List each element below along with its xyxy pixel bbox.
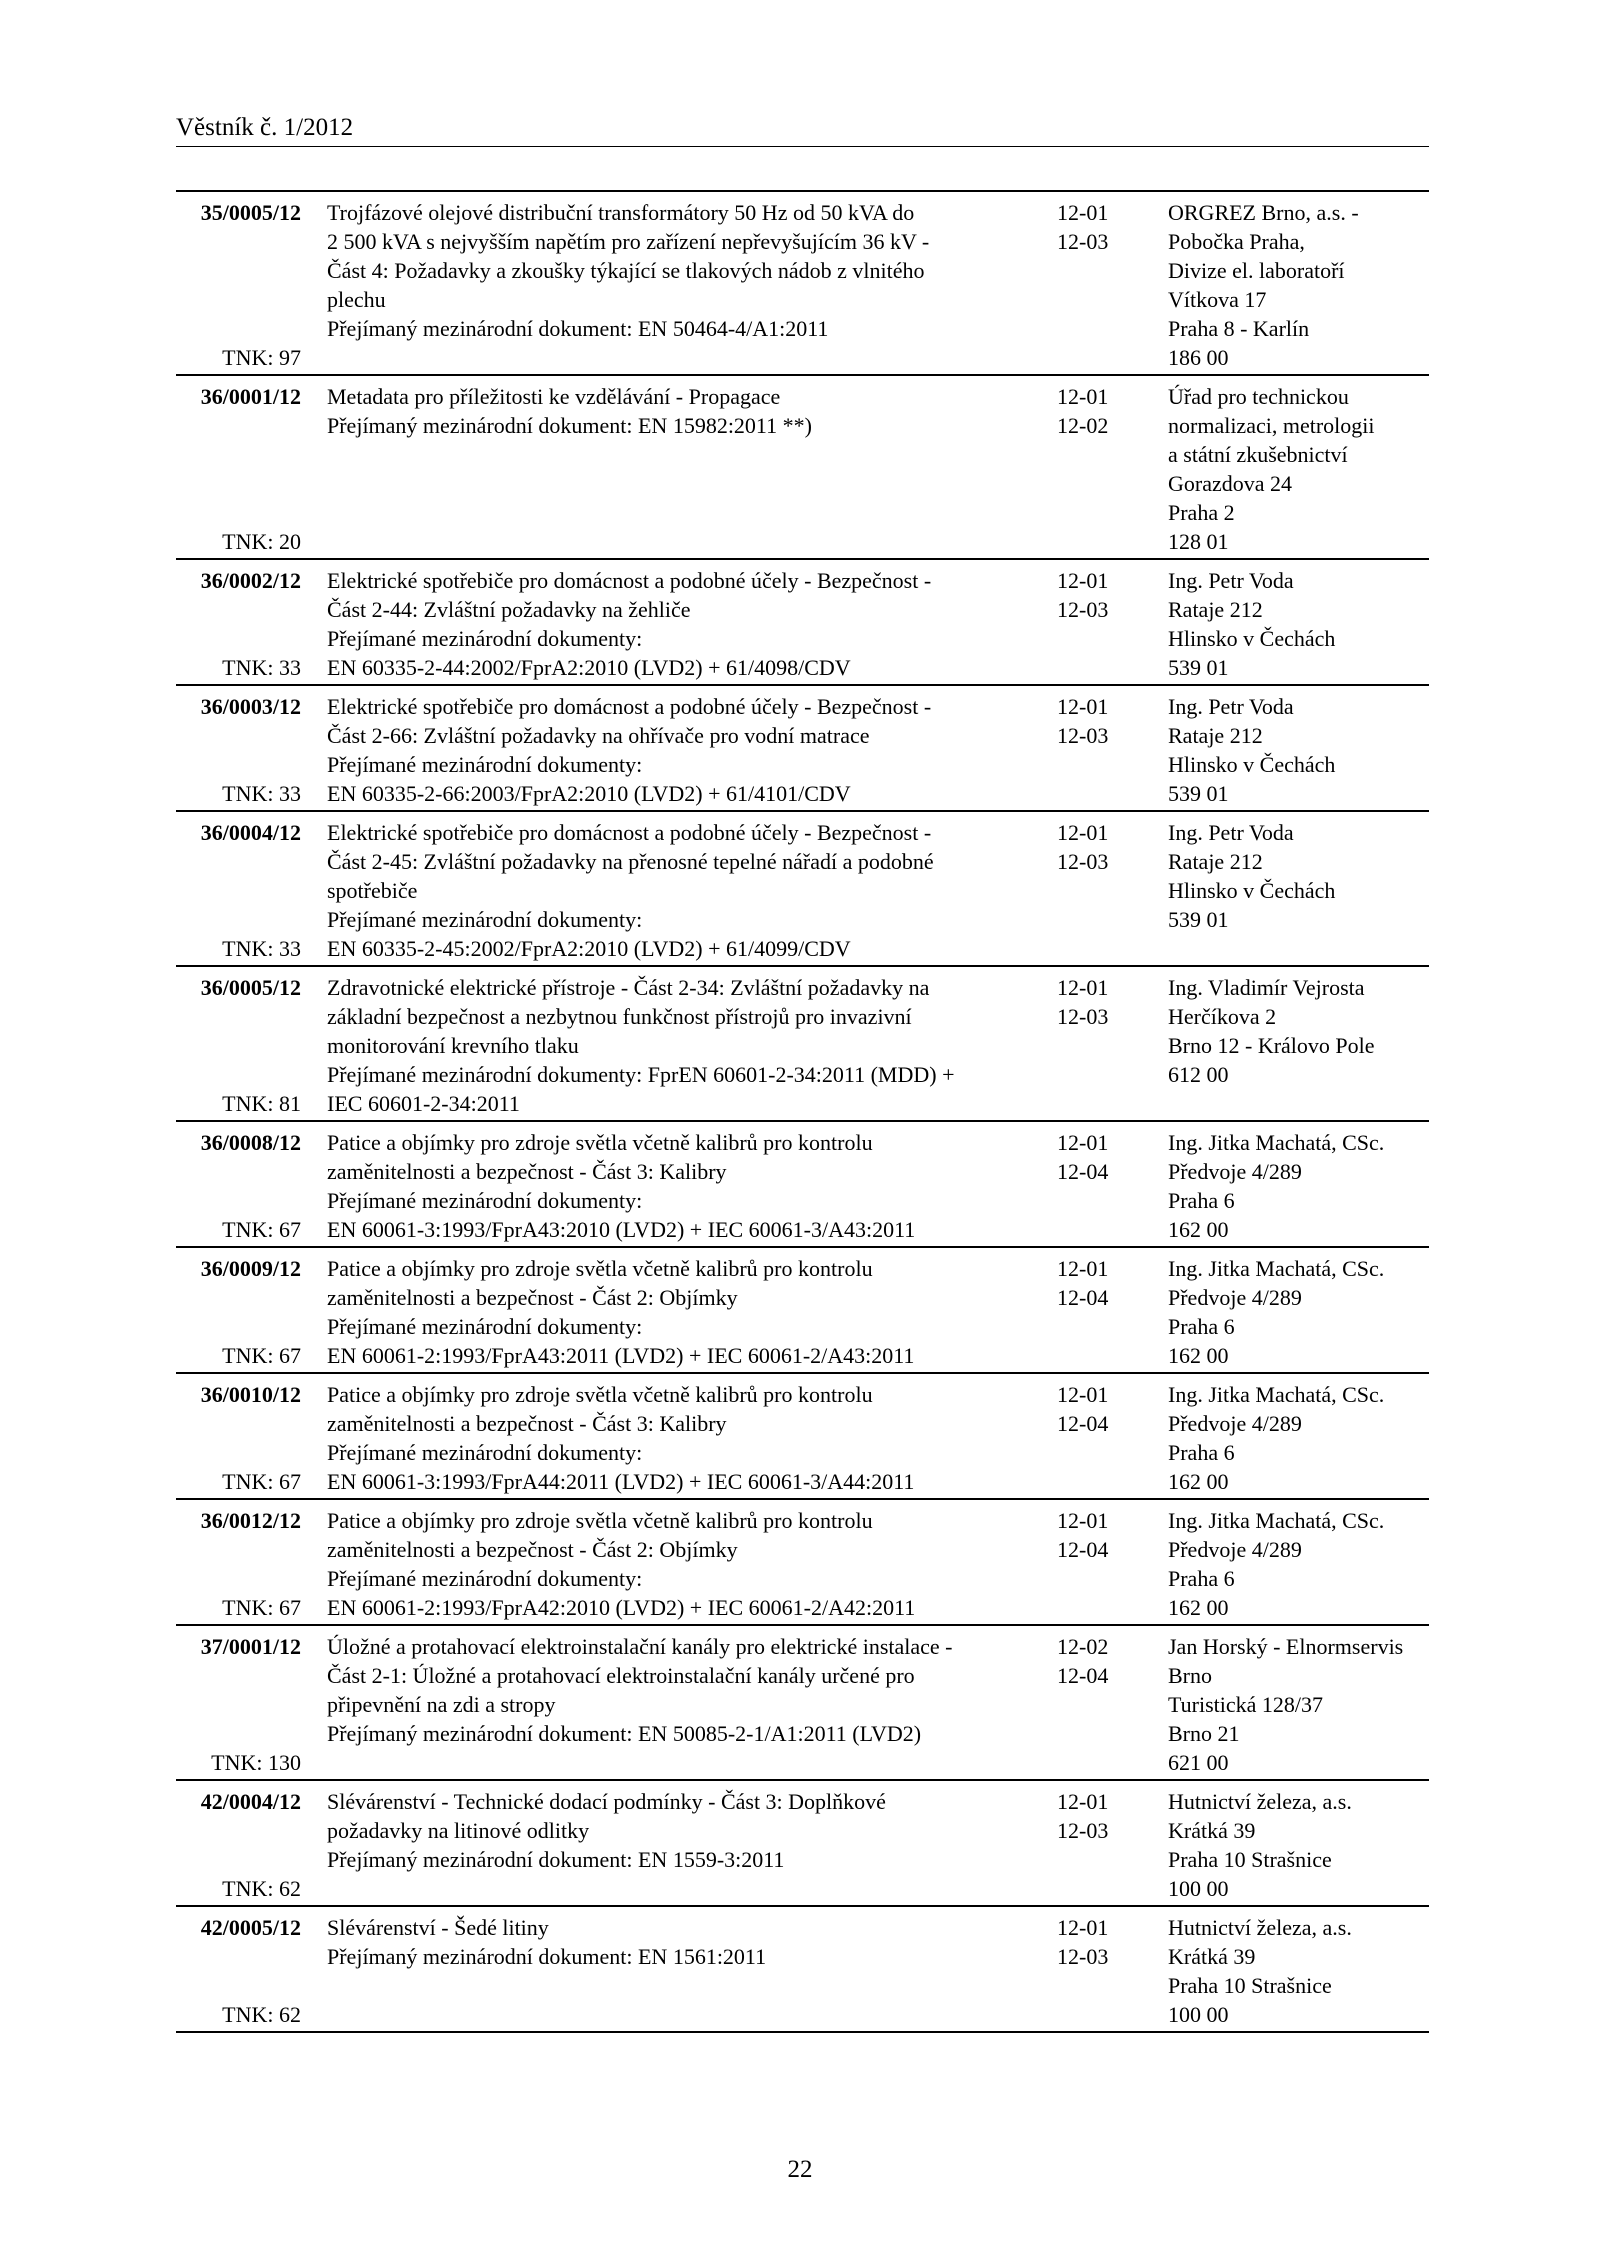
title-line: EN 60061-3:1993/FprA44:2011 (LVD2) + IEC 60061-3/A44:2011	[327, 1469, 915, 1494]
address-line: Ing. Jitka Machatá, CSc.	[1168, 1382, 1385, 1407]
title-line: Přejímané mezinárodní dokumenty:	[327, 1440, 643, 1465]
address-line: 539 01	[1168, 655, 1229, 680]
date-code: 12-03	[1057, 597, 1109, 622]
standard-id: 36/0009/12	[200, 1256, 301, 1281]
table-row	[176, 1248, 1429, 1374]
tnk-number: TNK: 97	[222, 345, 301, 370]
address-line: Turistická 128/37	[1168, 1692, 1324, 1717]
address-line: Předvoje 4/289	[1168, 1537, 1302, 1562]
processor-address	[1168, 198, 1438, 372]
title-line: 2 500 kVA s nejvyšším napětím pro zařízení nepřevyšujícím 36 kV -	[327, 229, 930, 254]
bulletin-header	[176, 112, 1429, 147]
address-line: Ing. Petr Voda	[1168, 694, 1294, 719]
address-line: Rataje 212	[1168, 723, 1263, 748]
address-line: Praha 8 - Karlín	[1168, 316, 1310, 341]
table-row	[176, 560, 1429, 686]
processor-address	[1168, 566, 1438, 682]
processor-address	[1168, 692, 1438, 808]
title-line: Přejímané mezinárodní dokumenty:	[327, 626, 643, 651]
dates-column	[1057, 1254, 1147, 1312]
title-line: EN 60061-2:1993/FprA43:2011 (LVD2) + IEC 60061-2/A43:2011	[327, 1343, 915, 1368]
address-line: Úřad pro technickou	[1168, 384, 1349, 409]
date-code: 12-01	[1057, 1915, 1109, 1940]
standard-id: 36/0005/12	[200, 975, 301, 1000]
date-code: 12-01	[1057, 384, 1109, 409]
table-row	[176, 376, 1429, 560]
tnk-number: TNK: 67	[222, 1343, 301, 1368]
bulletin-title: Věstník č. 1/2012	[176, 114, 354, 141]
title-line: Přejímané mezinárodní dokumenty:	[327, 1188, 643, 1213]
standard-id: 36/0004/12	[200, 820, 301, 845]
date-code: 12-01	[1057, 1789, 1109, 1814]
date-code: 12-04	[1057, 1411, 1109, 1436]
date-code: 12-01	[1057, 820, 1109, 845]
address-line: Rataje 212	[1168, 849, 1263, 874]
address-line: 621 00	[1168, 1750, 1229, 1775]
title-line: zaměnitelnosti a bezpečnost - Část 2: Objímky	[327, 1537, 738, 1562]
dates-column	[1057, 1913, 1147, 1971]
title-line: EN 60335-2-45:2002/FprA2:2010 (LVD2) + 61/4099/CDV	[327, 936, 851, 961]
standard-id: 36/0010/12	[200, 1382, 301, 1407]
standard-id: 42/0004/12	[200, 1789, 301, 1814]
address-line: Hutnictví železa, a.s.	[1168, 1915, 1352, 1940]
address-line: Praha 6	[1168, 1440, 1235, 1465]
standard-id: 36/0002/12	[200, 568, 301, 593]
tnk-number: TNK: 130	[211, 1750, 301, 1775]
tnk-number: TNK: 33	[222, 781, 301, 806]
title-line: Slévárenství - Šedé litiny	[327, 1915, 549, 1940]
date-code: 12-01	[1057, 1508, 1109, 1533]
address-line: 162 00	[1168, 1469, 1229, 1494]
address-line: Ing. Jitka Machatá, CSc.	[1168, 1256, 1385, 1281]
title-line: Elektrické spotřebiče pro domácnost a podobné účely - Bezpečnost -	[327, 694, 932, 719]
date-code: 12-01	[1057, 694, 1109, 719]
address-line: 162 00	[1168, 1343, 1229, 1368]
standard-id: 37/0001/12	[200, 1634, 301, 1659]
address-line: Krátká 39	[1168, 1944, 1256, 1969]
dates-column	[1057, 382, 1147, 440]
address-line: Praha 6	[1168, 1314, 1235, 1339]
title-line: Úložné a protahovací elektroinstalační kanály pro elektrické instalace -	[327, 1634, 953, 1659]
title-line: zaměnitelnosti a bezpečnost - Část 3: Kalibry	[327, 1159, 727, 1184]
title-line: zaměnitelnosti a bezpečnost - Část 2: Objímky	[327, 1285, 738, 1310]
processor-address	[1168, 1787, 1438, 1903]
title-line: Patice a objímky pro zdroje světla včetně kalibrů pro kontrolu	[327, 1508, 873, 1533]
page-number: 22	[787, 2156, 813, 2183]
processor-address	[1168, 1380, 1438, 1496]
processor-address	[1168, 973, 1438, 1089]
dates-column	[1057, 1380, 1147, 1438]
title-line: Trojfázové olejové distribuční transformátory 50 Hz od 50 kVA do	[327, 200, 915, 225]
date-code: 12-02	[1057, 1634, 1109, 1659]
address-line: Ing. Jitka Machatá, CSc.	[1168, 1508, 1385, 1533]
tnk-number: TNK: 67	[222, 1595, 301, 1620]
address-line: Brno 12 - Královo Pole	[1168, 1033, 1375, 1058]
processor-address	[1168, 818, 1438, 934]
title-line: EN 60335-2-44:2002/FprA2:2010 (LVD2) + 61/4098/CDV	[327, 655, 851, 680]
date-code: 12-01	[1057, 975, 1109, 1000]
address-line: 100 00	[1168, 2002, 1229, 2027]
standard-id: 36/0012/12	[200, 1508, 301, 1533]
standards-table	[176, 190, 1429, 2033]
address-line: 162 00	[1168, 1595, 1229, 1620]
processor-address	[1168, 1506, 1438, 1622]
title-line: Patice a objímky pro zdroje světla včetně kalibrů pro kontrolu	[327, 1382, 873, 1407]
title-line: Elektrické spotřebiče pro domácnost a podobné účely - Bezpečnost -	[327, 568, 932, 593]
title-line: Část 2-45: Zvláštní požadavky na přenosné tepelné nářadí a podobné	[327, 849, 934, 874]
standard-id: 36/0008/12	[200, 1130, 301, 1155]
address-line: Vítkova 17	[1168, 287, 1267, 312]
title-line: Přejímaný mezinárodní dokument: EN 50464-4/A1:2011	[327, 316, 829, 341]
title-line: Přejímaný mezinárodní dokument: EN 15982:2011 **)	[327, 413, 812, 438]
date-code: 12-01	[1057, 1256, 1109, 1281]
table-row	[176, 812, 1429, 967]
title-line: Část 4: Požadavky a zkoušky týkající se tlakových nádob z vlnitého	[327, 258, 925, 283]
address-line: 100 00	[1168, 1876, 1229, 1901]
date-code: 12-03	[1057, 1004, 1109, 1029]
address-line: Předvoje 4/289	[1168, 1159, 1302, 1184]
address-line: Předvoje 4/289	[1168, 1411, 1302, 1436]
title-line: EN 60335-2-66:2003/FprA2:2010 (LVD2) + 61/4101/CDV	[327, 781, 851, 806]
title-line: monitorování krevního tlaku	[327, 1033, 579, 1058]
title-line: Přejímaný mezinárodní dokument: EN 50085-2-1/A1:2011 (LVD2)	[327, 1721, 922, 1746]
tnk-number: TNK: 33	[222, 936, 301, 961]
address-line: Hlinsko v Čechách	[1168, 878, 1336, 903]
table-row	[176, 1500, 1429, 1626]
address-line: Brno 21	[1168, 1721, 1240, 1746]
dates-column	[1057, 198, 1147, 256]
standard-id: 42/0005/12	[200, 1915, 301, 1940]
address-line: Herčíkova 2	[1168, 1004, 1277, 1029]
title-line: Přejímané mezinárodní dokumenty: FprEN 60601-2-34:2011 (MDD) +	[327, 1062, 955, 1087]
address-line: Předvoje 4/289	[1168, 1285, 1302, 1310]
address-line: Brno	[1168, 1663, 1212, 1688]
date-code: 12-04	[1057, 1537, 1109, 1562]
table-row	[176, 1626, 1429, 1781]
title-line: Patice a objímky pro zdroje světla včetně kalibrů pro kontrolu	[327, 1256, 873, 1281]
tnk-number: TNK: 81	[222, 1091, 301, 1116]
address-line: Praha 10 Strašnice	[1168, 1973, 1332, 1998]
title-line: základní bezpečnost a nezbytnou funkčnost přístrojů pro invazivní	[327, 1004, 912, 1029]
processor-address	[1168, 1254, 1438, 1370]
dates-column	[1057, 818, 1147, 876]
processor-address	[1168, 1913, 1438, 2029]
processor-address	[1168, 1632, 1438, 1777]
address-line: 612 00	[1168, 1062, 1229, 1087]
address-line: Hlinsko v Čechách	[1168, 626, 1336, 651]
address-line: a státní zkušebnictví	[1168, 442, 1348, 467]
address-line: Ing. Jitka Machatá, CSc.	[1168, 1130, 1385, 1155]
address-line: normalizaci, metrologii	[1168, 413, 1375, 438]
address-line: Pobočka Praha,	[1168, 229, 1305, 254]
date-code: 12-03	[1057, 723, 1109, 748]
title-line: Část 2-1: Úložné a protahovací elektroinstalační kanály určené pro	[327, 1663, 915, 1688]
address-line: Ing. Petr Voda	[1168, 568, 1294, 593]
address-line: Praha 6	[1168, 1566, 1235, 1591]
title-line: Přejímaný mezinárodní dokument: EN 1561:2011	[327, 1944, 767, 1969]
title-line: Přejímané mezinárodní dokumenty:	[327, 752, 643, 777]
address-line: Krátká 39	[1168, 1818, 1256, 1843]
date-code: 12-03	[1057, 229, 1109, 254]
date-code: 12-04	[1057, 1285, 1109, 1310]
address-line: Praha 10 Strašnice	[1168, 1847, 1332, 1872]
dates-column	[1057, 1632, 1147, 1690]
tnk-number: TNK: 62	[222, 1876, 301, 1901]
date-code: 12-02	[1057, 413, 1109, 438]
date-code: 12-01	[1057, 200, 1109, 225]
address-line: Ing. Petr Voda	[1168, 820, 1294, 845]
table-row	[176, 1907, 1429, 2033]
date-code: 12-03	[1057, 1818, 1109, 1843]
title-line: spotřebiče	[327, 878, 418, 903]
address-line: Gorazdova 24	[1168, 471, 1293, 496]
title-line: Elektrické spotřebiče pro domácnost a podobné účely - Bezpečnost -	[327, 820, 932, 845]
title-line: Přejímaný mezinárodní dokument: EN 1559-3:2011	[327, 1847, 785, 1872]
title-line: připevnění na zdi a stropy	[327, 1692, 556, 1717]
address-line: 539 01	[1168, 781, 1229, 806]
table-row	[176, 686, 1429, 812]
standard-id: 36/0001/12	[200, 384, 301, 409]
address-line: 162 00	[1168, 1217, 1229, 1242]
address-line: Ing. Vladimír Vejrosta	[1168, 975, 1365, 1000]
tnk-number: TNK: 67	[222, 1469, 301, 1494]
title-line: Přejímané mezinárodní dokumenty:	[327, 1314, 643, 1339]
title-line: Zdravotnické elektrické přístroje - Část 2-34: Zvláštní požadavky na	[327, 975, 930, 1000]
table-row	[176, 1374, 1429, 1500]
tnk-number: TNK: 62	[222, 2002, 301, 2027]
address-line: Rataje 212	[1168, 597, 1263, 622]
dates-column	[1057, 1128, 1147, 1186]
title-line: Přejímané mezinárodní dokumenty:	[327, 1566, 643, 1591]
title-line: Slévárenství - Technické dodací podmínky - Část 3: Doplňkové	[327, 1789, 886, 1814]
dates-column	[1057, 1787, 1147, 1845]
title-line: Část 2-66: Zvláštní požadavky na ohřívače pro vodní matrace	[327, 723, 870, 748]
date-code: 12-03	[1057, 1944, 1109, 1969]
table-row	[176, 1781, 1429, 1907]
standard-id: 36/0003/12	[200, 694, 301, 719]
title-line: plechu	[327, 287, 386, 312]
processor-address	[1168, 382, 1438, 556]
title-line: EN 60061-3:1993/FprA43:2010 (LVD2) + IEC 60061-3/A43:2011	[327, 1217, 916, 1242]
dates-column	[1057, 973, 1147, 1031]
date-code: 12-04	[1057, 1663, 1109, 1688]
title-line: Patice a objímky pro zdroje světla včetně kalibrů pro kontrolu	[327, 1130, 873, 1155]
title-line: požadavky na litinové odlitky	[327, 1818, 590, 1843]
dates-column	[1057, 566, 1147, 624]
address-line: 186 00	[1168, 345, 1229, 370]
table-row	[176, 192, 1429, 376]
address-line: Hlinsko v Čechách	[1168, 752, 1336, 777]
address-line: ORGREZ Brno, a.s. -	[1168, 200, 1359, 225]
title-line: zaměnitelnosti a bezpečnost - Část 3: Kalibry	[327, 1411, 727, 1436]
date-code: 12-03	[1057, 849, 1109, 874]
address-line: 128 01	[1168, 529, 1229, 554]
date-code: 12-01	[1057, 1382, 1109, 1407]
processor-address	[1168, 1128, 1438, 1244]
date-code: 12-04	[1057, 1159, 1109, 1184]
address-line: 539 01	[1168, 907, 1229, 932]
table-row	[176, 967, 1429, 1122]
date-code: 12-01	[1057, 568, 1109, 593]
address-line: Jan Horský - Elnormservis	[1168, 1634, 1404, 1659]
title-line: EN 60061-2:1993/FprA42:2010 (LVD2) + IEC 60061-2/A42:2011	[327, 1595, 916, 1620]
tnk-number: TNK: 20	[222, 529, 301, 554]
title-line: Část 2-44: Zvláštní požadavky na žehliče	[327, 597, 691, 622]
address-line: Hutnictví železa, a.s.	[1168, 1789, 1352, 1814]
address-line: Praha 6	[1168, 1188, 1235, 1213]
table-row	[176, 1122, 1429, 1248]
address-line: Divize el. laboratoří	[1168, 258, 1345, 283]
title-line: Metadata pro příležitosti ke vzdělávání - Propagace	[327, 384, 781, 409]
dates-column	[1057, 692, 1147, 750]
standard-id: 35/0005/12	[200, 200, 301, 225]
tnk-number: TNK: 33	[222, 655, 301, 680]
title-line: IEC 60601-2-34:2011	[327, 1091, 520, 1116]
title-line: Přejímané mezinárodní dokumenty:	[327, 907, 643, 932]
address-line: Praha 2	[1168, 500, 1235, 525]
tnk-number: TNK: 67	[222, 1217, 301, 1242]
date-code: 12-01	[1057, 1130, 1109, 1155]
dates-column	[1057, 1506, 1147, 1564]
